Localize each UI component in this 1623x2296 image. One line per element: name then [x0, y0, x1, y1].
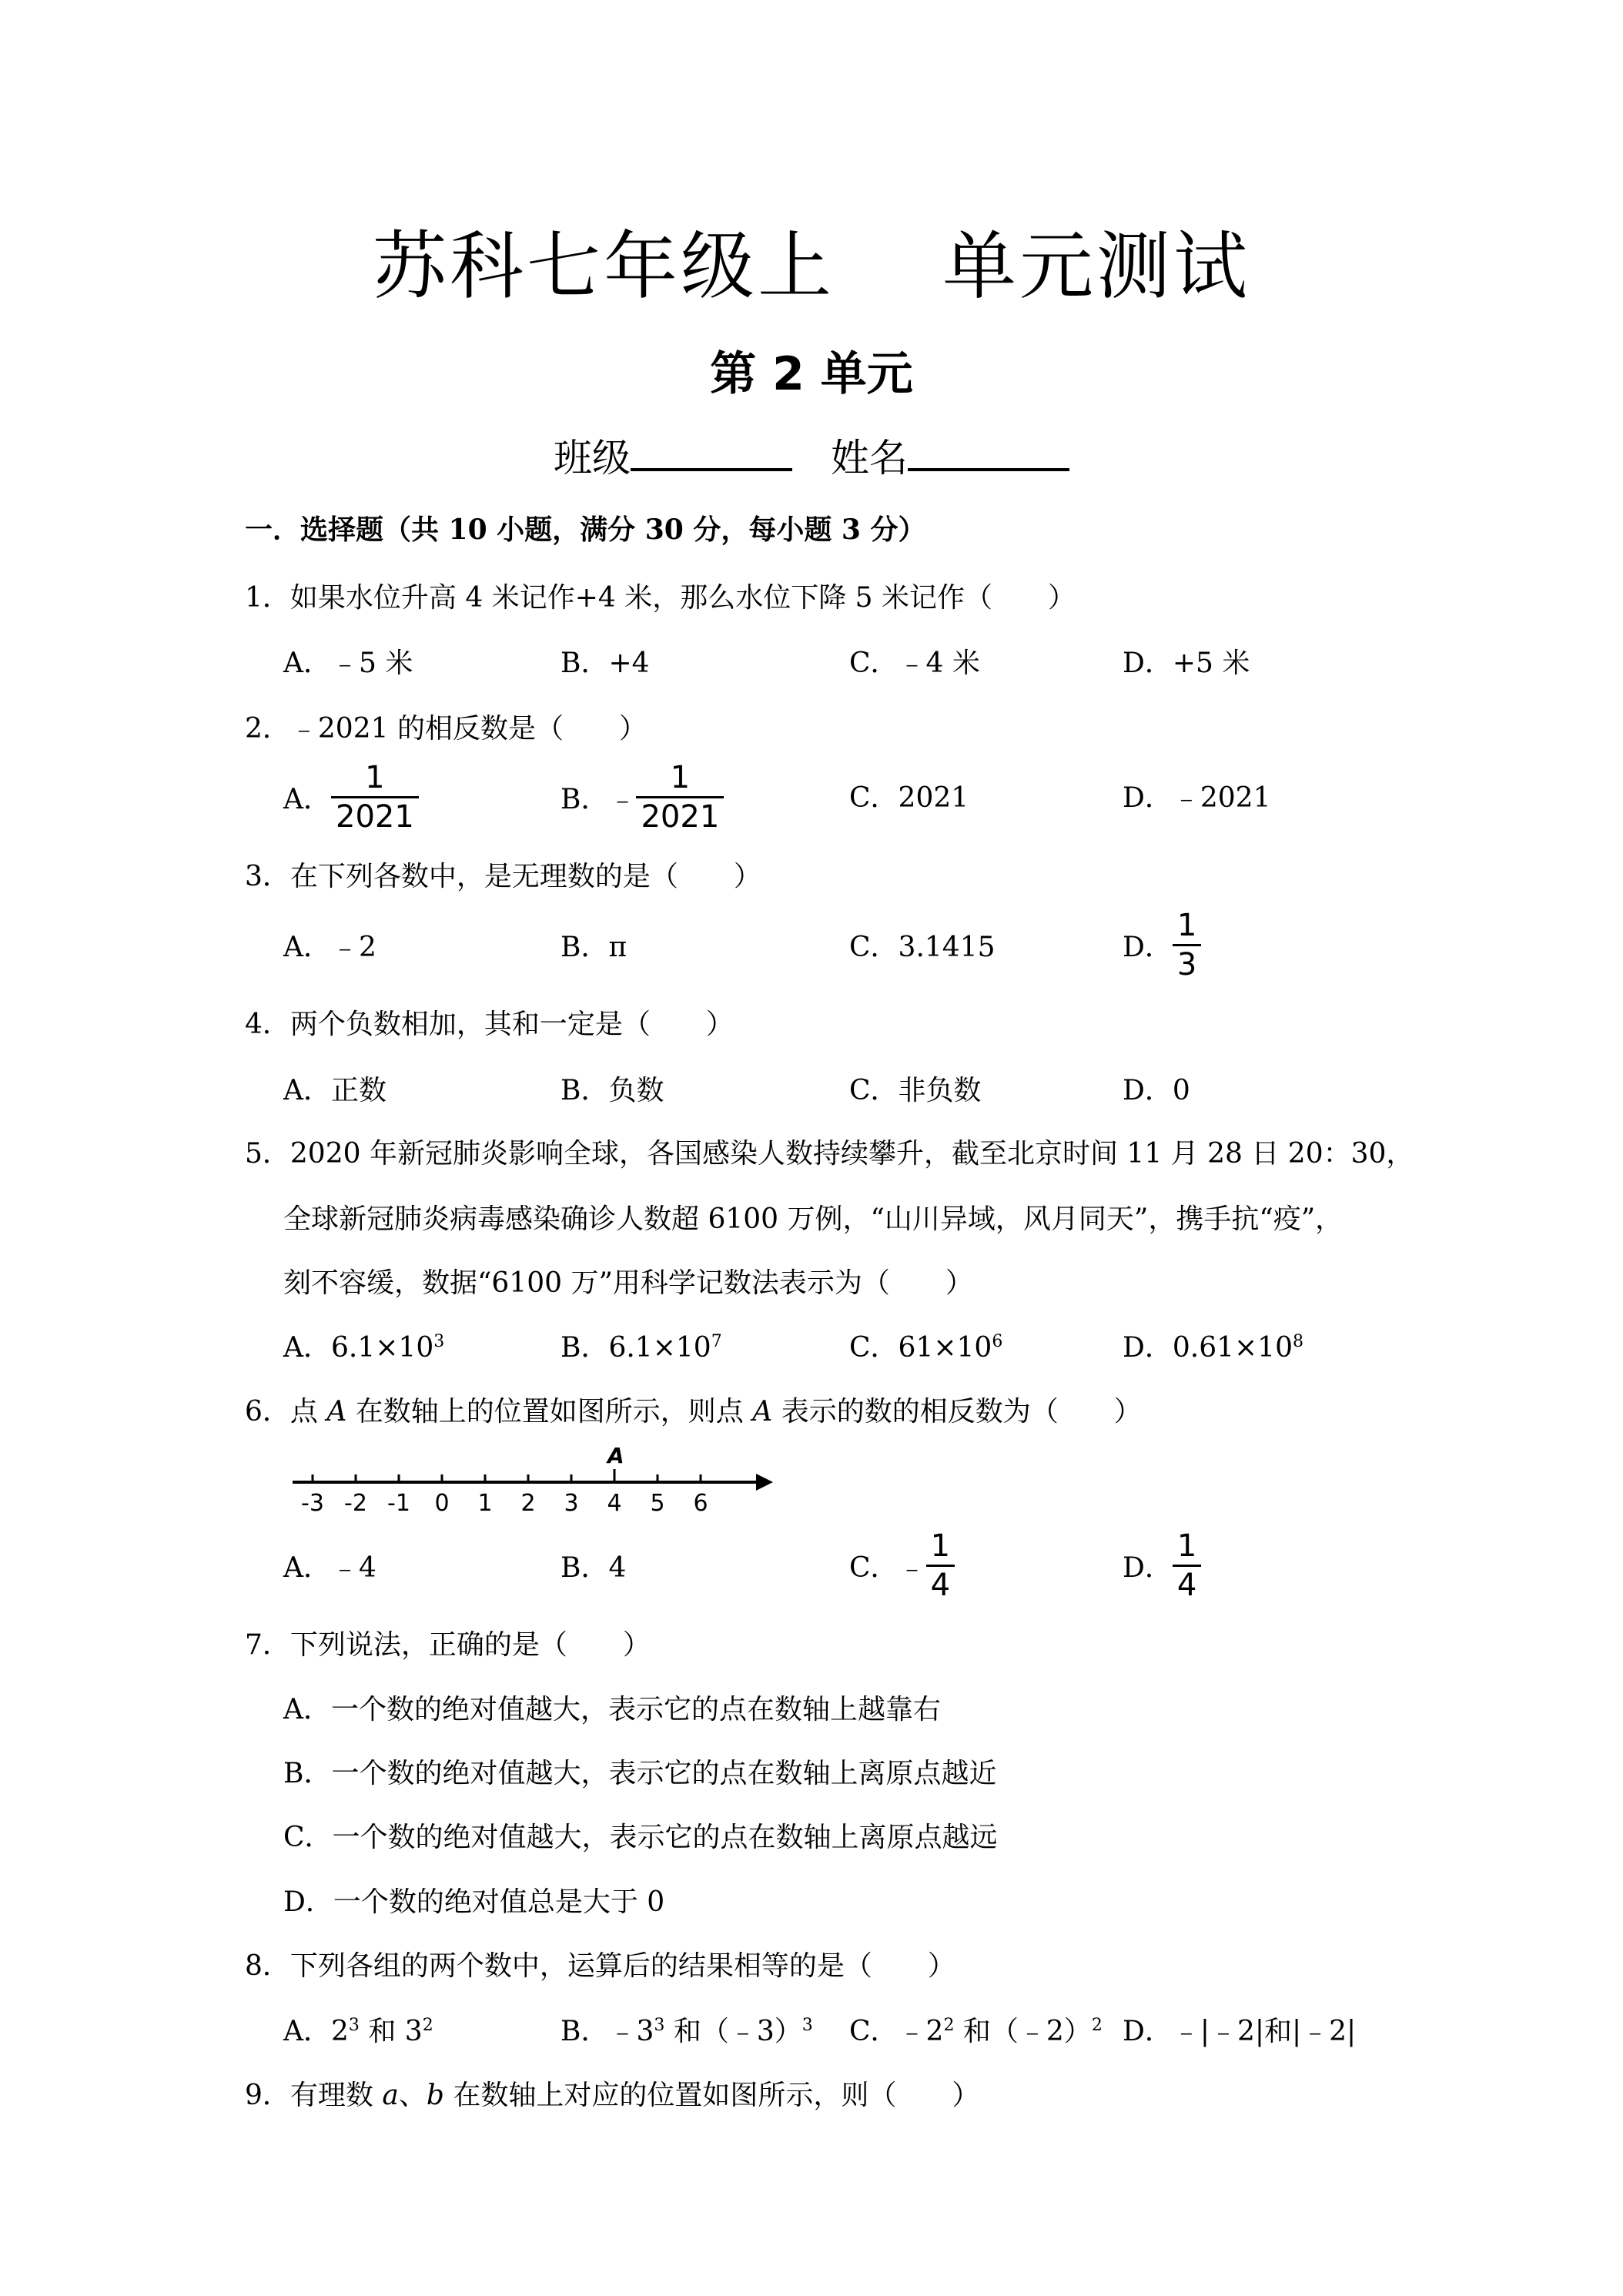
q7-option-a: A．一个数的绝对值越大，表示它的点在数轴上越靠右 [283, 1694, 941, 1725]
tick-label: 1 [477, 1490, 493, 1517]
tick-label: -1 [387, 1490, 410, 1517]
q3-option-c: C．3.1415 [849, 932, 996, 963]
name-label: 姓名 [831, 436, 908, 480]
title-left: 苏科七年级上 [373, 223, 835, 310]
q8-option-a: A．$2^3$ 和 $3^2$ [283, 2016, 433, 2047]
title-right: 单元测试 [942, 223, 1250, 310]
q4-stem: 4．两个负数相加，其和一定是（ ） [245, 1009, 734, 1040]
tick-label: -3 [301, 1490, 324, 1517]
q6-option-d: D． $\frac{1}{4}$ [1123, 1531, 1201, 1601]
q1-option-d: D．+5 米 [1123, 648, 1250, 679]
tick-label: 6 [693, 1490, 708, 1517]
q7-option-d: D．一个数的绝对值总是大于 0 [283, 1886, 665, 1918]
q4-option-c: C．非负数 [849, 1075, 982, 1106]
q5-line2: 全球新冠肺炎病毒感染确诊人数超 6100 万例，“山川异域，风月同天”，携手抗“疫”， [283, 1203, 1344, 1235]
q8-option-d: D．﹣|﹣2|和|﹣2| [1123, 2016, 1357, 2047]
q5-option-b: B．$6.1\times 10^7$ [561, 1332, 722, 1364]
q5-line1: 5．2020 年新冠肺炎影响全球，各国感染人数持续攀升，截至北京时间 11 月 28 日 20：30， [245, 1138, 1414, 1170]
q6-stem: 6．点 A 在数轴上的位置如图所示，则点 A 表示的数的相反数为（ ） [245, 1396, 1142, 1427]
q5-option-d: D．$0.61\times 10^8$ [1123, 1332, 1303, 1364]
fraction: $\frac{1}{2021}$ [636, 762, 724, 832]
student-info [0, 427, 1623, 483]
q4-option-d: D．0 [1123, 1075, 1190, 1106]
fraction: $\frac{1}{3}$ [1173, 910, 1201, 980]
q3-option-b: B．π [561, 932, 627, 963]
q3-option-a: A．﹣2 [283, 932, 376, 963]
q9-stem: 9．有理数 a、b 在数轴上对应的位置如图所示，则（ ） [245, 2080, 980, 2111]
q2-option-b: B．﹣ $\frac{1}{2021}$ [561, 762, 724, 832]
q3-option-d: D． $\frac{1}{3}$ [1123, 910, 1201, 980]
fraction: $\frac{1}{4}$ [1173, 1531, 1201, 1601]
tick-label: 0 [434, 1490, 450, 1517]
tick-label: -2 [344, 1490, 367, 1517]
q5-line3: 刻不容缓，数据“6100 万”用科学记数法表示为（ ） [283, 1267, 973, 1299]
q1-option-a: A．﹣5 米 [283, 648, 413, 679]
q2-option-d: D．﹣2021 [1123, 782, 1271, 814]
q4-option-b: B．负数 [561, 1075, 664, 1106]
page-title [0, 208, 1623, 313]
fraction: $\frac{1}{2021}$ [331, 762, 419, 832]
q6-option-c: C．﹣ $\frac{1}{4}$ [849, 1531, 955, 1601]
q1-option-c: C．﹣4 米 [849, 648, 980, 679]
q6-option-b: B．4 [561, 1552, 627, 1584]
tick-label: 3 [564, 1490, 579, 1517]
fraction: $\frac{1}{4}$ [926, 1531, 955, 1601]
q8-option-b: B．$﹣3^3$ 和（﹣3）$^3$ [561, 2016, 813, 2047]
q6-option-a: A．﹣4 [283, 1552, 376, 1584]
name-blank[interactable] [908, 437, 1069, 471]
unit-subtitle: 第 2 单元 [710, 347, 913, 401]
q3-stem: 3．在下列各数中，是无理数的是（ ） [245, 861, 761, 892]
q4-option-a: A．正数 [283, 1075, 387, 1106]
q6-number-line [285, 1440, 778, 1517]
tick-label: 4 [607, 1490, 622, 1517]
axis-arrow [756, 1474, 773, 1491]
q8-stem: 8．下列各组的两个数中，运算后的结果相等的是（ ） [245, 1950, 955, 1982]
q7-option-b: B．一个数的绝对值越大，表示它的点在数轴上离原点越近 [283, 1758, 997, 1789]
q5-option-a: A．$6.1\times 10^3$ [283, 1332, 445, 1364]
point-a-label: A [607, 1443, 624, 1468]
q2-option-c: C．2021 [849, 782, 969, 814]
q7-stem: 7．下列说法，正确的是（ ） [245, 1629, 651, 1661]
tick-label: 5 [650, 1490, 665, 1517]
class-label: 班级 [554, 436, 631, 480]
section-heading: 一．选择题（共 10 小题，满分 30 分，每小题 3 分） [245, 514, 926, 546]
q2-option-a: A． $\frac{1}{2021}$ [283, 762, 419, 832]
q1-option-b: B．+4 [561, 648, 650, 679]
q1-stem: 1．如果水位升高 4 米记作+4 米，那么水位下降 5 米记作（ ） [245, 582, 1076, 614]
tick-label: 2 [520, 1490, 536, 1517]
class-blank[interactable] [631, 437, 792, 471]
q2-stem: 2．﹣2021 的相反数是（ ） [245, 713, 647, 745]
q7-option-c: C．一个数的绝对值越大，表示它的点在数轴上离原点越远 [283, 1822, 998, 1853]
q8-option-c: C．$﹣2^2$ 和（﹣2）$^2$ [849, 2016, 1103, 2047]
q5-option-c: C．$61\times 10^6$ [849, 1332, 1003, 1364]
